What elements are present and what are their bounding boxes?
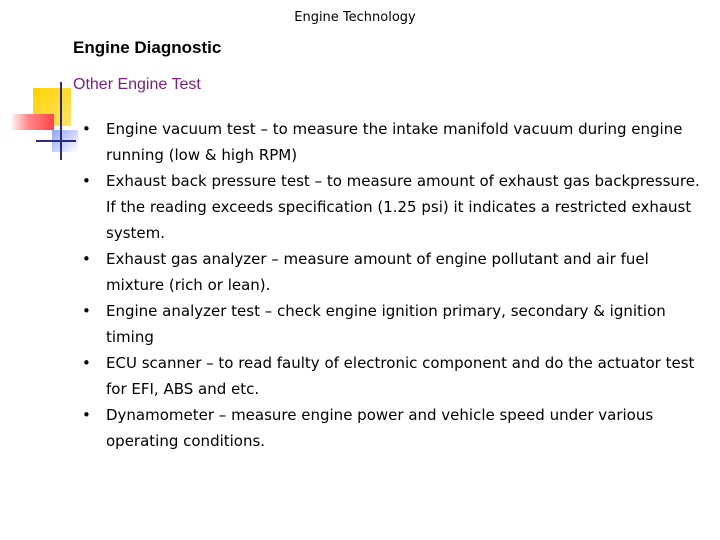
list-item (78, 402, 710, 454)
bullet-icon: • (82, 120, 91, 138)
list-item-text: Exhaust gas analyzer – measure amount of engine pollutant and air fuel mixture (rich or lean). (106, 250, 649, 294)
list-item-text: Engine analyzer test – check engine ignition primary, secondary & ignition timing (106, 302, 666, 346)
page-header: Engine Technology (294, 10, 416, 25)
bullet-list (78, 116, 710, 454)
bullet-icon: • (82, 406, 91, 424)
list-item (78, 168, 710, 246)
decorative-horizontal-line (36, 140, 76, 142)
decorative-vertical-line (60, 82, 62, 160)
slide-title: Engine Diagnostic (73, 38, 222, 57)
bullet-icon: • (82, 172, 91, 190)
list-item (78, 298, 710, 350)
slide-subtitle: Other Engine Test (73, 76, 201, 93)
list-item-text: ECU scanner – to read faulty of electronic component and do the actuator test for EFI, ABS and etc. (106, 354, 695, 398)
bullet-icon: • (82, 250, 91, 268)
list-item (78, 350, 710, 402)
list-item-text: Exhaust back pressure test – to measure amount of exhaust gas backpressure. If the reading exceeds specification (1.25 psi) it indicates a restricted exhaust system. (106, 172, 700, 242)
list-item (78, 246, 710, 298)
list-item-text: Dynamometer – measure engine power and vehicle speed under various operating conditions. (106, 406, 654, 450)
decorative-red-bar (10, 114, 54, 130)
bullet-icon: • (82, 302, 91, 320)
bullet-icon: • (82, 354, 91, 372)
list-item-text: Engine vacuum test – to measure the intake manifold vacuum during engine running (low & high RPM) (106, 120, 683, 164)
list-item (78, 116, 710, 168)
